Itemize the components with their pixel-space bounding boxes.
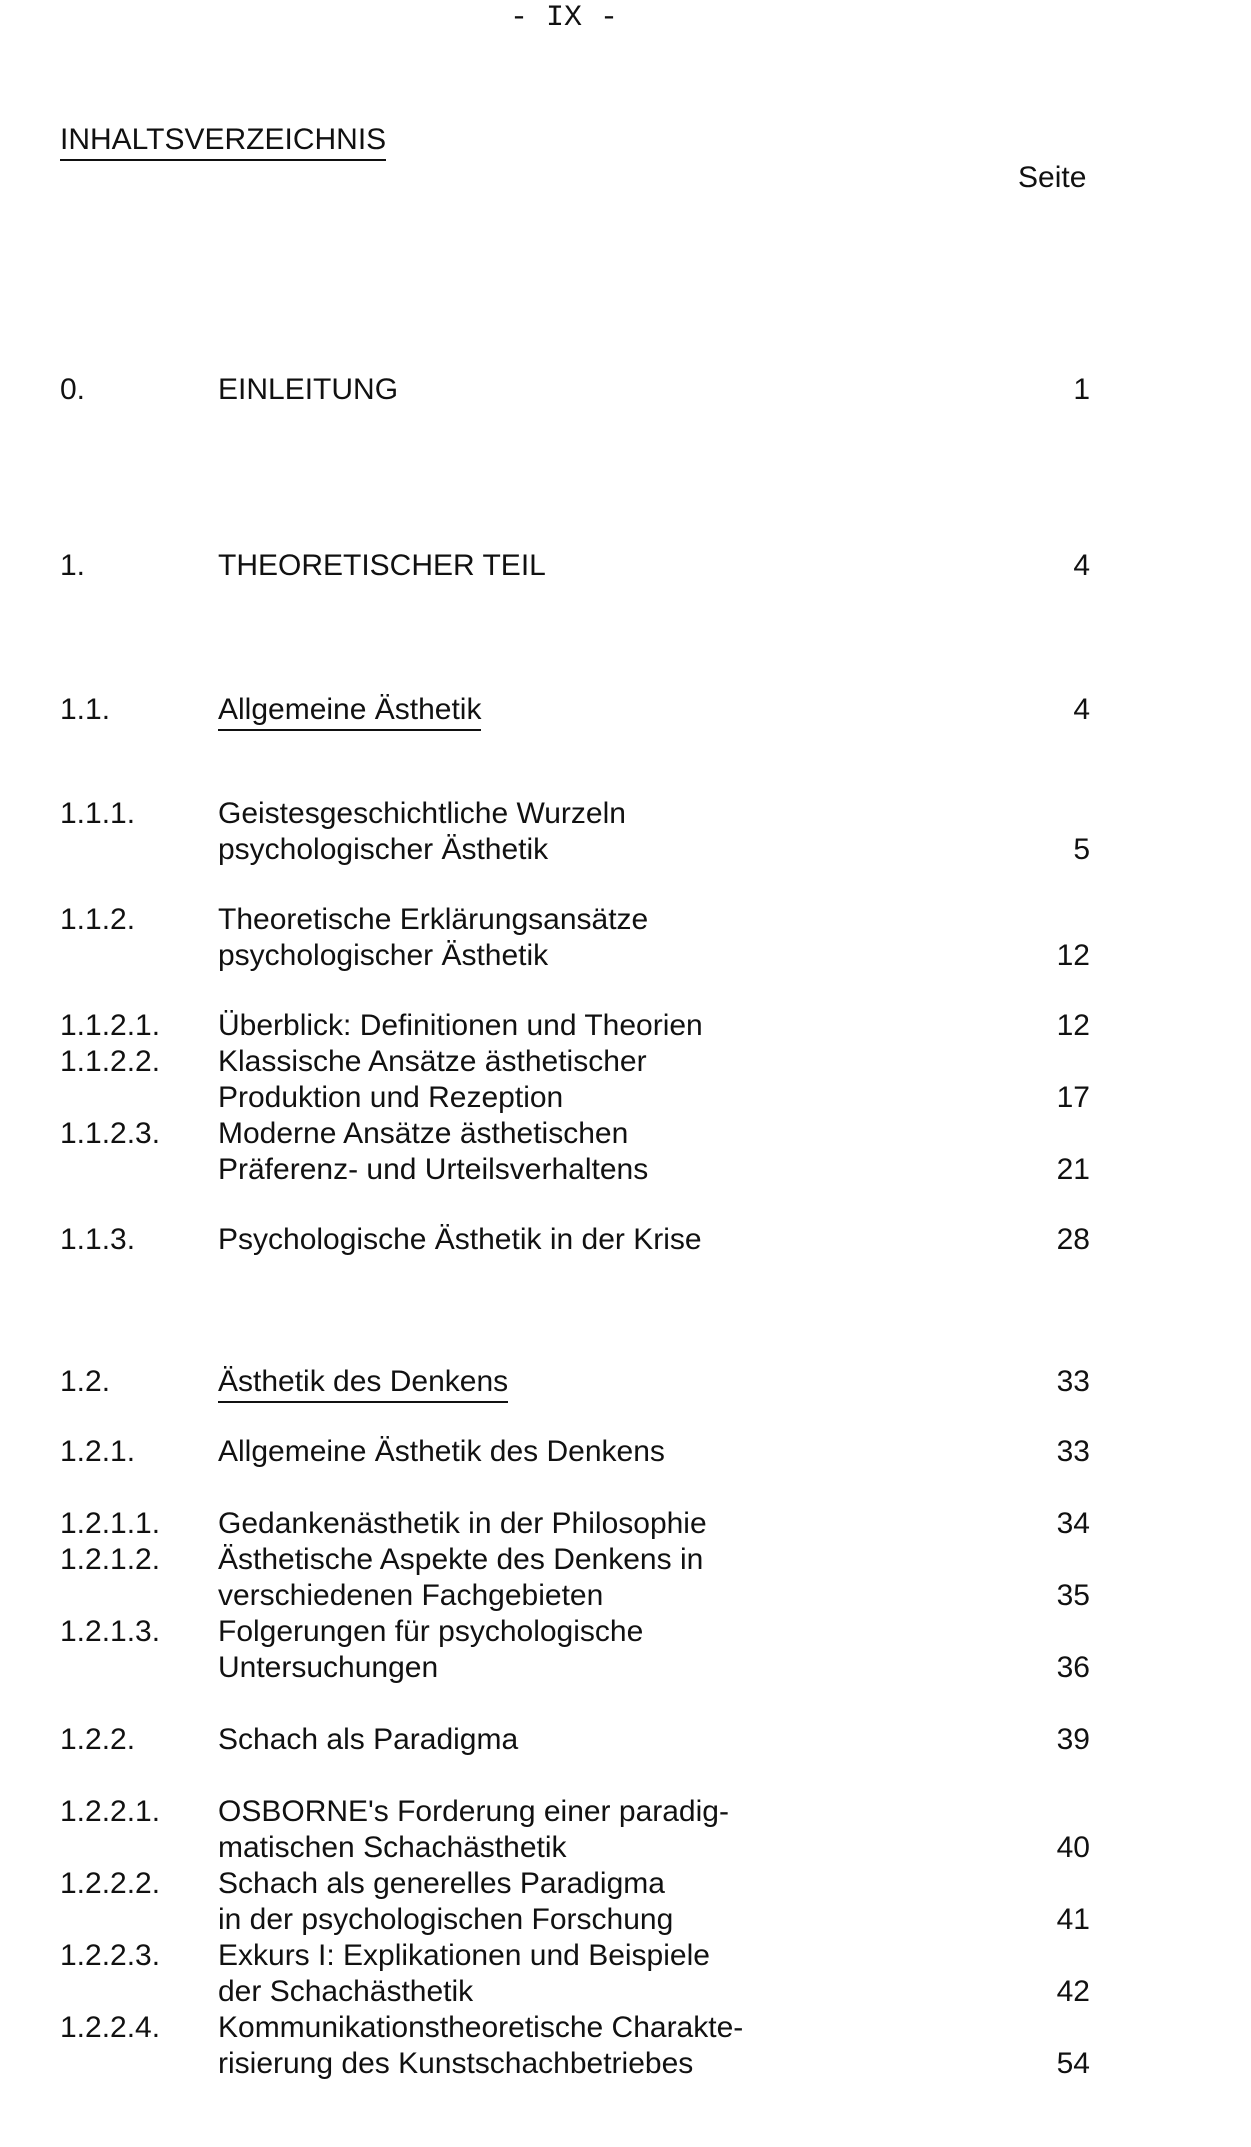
entry-number: 0. [60, 373, 86, 406]
entry-number: 1.2.1. [60, 1435, 136, 1468]
entry-number: 1.1.2.3. [60, 1117, 161, 1150]
entry-number: 1.1.2. [60, 903, 136, 936]
entry-number: 1.2.2.4. [60, 2011, 161, 2044]
entry-number: 1.2. [60, 1365, 111, 1398]
entry-page: 35 [1056, 1579, 1090, 1612]
entry-title-line: risierung des Kunstschachbetriebes [218, 2047, 694, 2080]
entry-title-line: Untersuchungen [218, 1651, 439, 1684]
entry-title-line: Geistesgeschichtliche Wurzeln [218, 797, 626, 830]
entry-title-line: Präferenz- und Urteilsverhaltens [218, 1153, 649, 1186]
entry-page: 41 [1056, 1903, 1090, 1936]
entry-title: THEORETISCHER TEIL [218, 549, 546, 582]
entry-title-line: Ästhetische Aspekte des Denkens in [218, 1543, 704, 1576]
entry-page: 28 [1056, 1223, 1090, 1256]
entry-title: Überblick: Definitionen und Theorien [218, 1009, 703, 1042]
entry-title: Ästhetik des Denkens [218, 1364, 508, 1403]
entry-title-line: Moderne Ansätze ästhetischen [218, 1117, 629, 1150]
entry-number: 1.2.1.2. [60, 1543, 161, 1576]
entry-title-line: verschiedenen Fachgebieten [218, 1579, 604, 1612]
entry-page: 40 [1056, 1831, 1090, 1864]
entry-page: 36 [1056, 1651, 1090, 1684]
entry-page: 4 [1073, 693, 1090, 726]
entry-page: 5 [1073, 833, 1090, 866]
entry-number: 1.2.2.3. [60, 1939, 161, 1972]
entry-title-line: matischen Schachästhetik [218, 1831, 567, 1864]
entry-page: 17 [1056, 1081, 1090, 1114]
entry-number: 1.2.1.3. [60, 1615, 161, 1648]
entry-number: 1.1.1. [60, 797, 136, 830]
page-number-marker: - IX - [510, 1, 619, 35]
entry-page: 33 [1056, 1435, 1090, 1468]
entry-title-line: Folgerungen für psychologische [218, 1615, 644, 1648]
entry-page: 33 [1056, 1365, 1090, 1398]
entry-title: Psychologische Ästhetik in der Krise [218, 1223, 702, 1256]
entry-title-line: Kommunikationstheoretische Charakte- [218, 2011, 744, 2044]
entry-title: Schach als Paradigma [218, 1723, 519, 1756]
entry-title-line: Schach als generelles Paradigma [218, 1867, 665, 1900]
entry-title: EINLEITUNG [218, 373, 399, 406]
entry-title-line: Theoretische Erklärungsansätze [218, 903, 649, 936]
entry-number: 1.2.1.1. [60, 1507, 161, 1540]
entry-title-line: Klassische Ansätze ästhetischer [218, 1045, 647, 1078]
entry-page: 54 [1056, 2047, 1090, 2080]
entry-title: Gedankenästhetik in der Philosophie [218, 1507, 707, 1540]
toc-heading: INHALTSVERZEICHNIS [60, 122, 386, 161]
entry-page: 12 [1056, 1009, 1090, 1042]
entry-number: 1.2.2.1. [60, 1795, 161, 1828]
page-column-label: Seite [1018, 161, 1087, 194]
entry-number: 1.1.2.2. [60, 1045, 161, 1078]
entry-title-line: der Schachästhetik [218, 1975, 474, 2008]
entry-number: 1.2.2.2. [60, 1867, 161, 1900]
entry-title-line: in der psychologischen Forschung [218, 1903, 674, 1936]
entry-page: 12 [1056, 939, 1090, 972]
entry-page: 21 [1056, 1153, 1090, 1186]
entry-number: 1.2.2. [60, 1723, 136, 1756]
entry-title-line: Produktion und Rezeption [218, 1081, 564, 1114]
entry-page: 4 [1073, 549, 1090, 582]
entry-title-line: OSBORNE's Forderung einer paradig- [218, 1795, 729, 1828]
entry-title-line: psychologischer Ästhetik [218, 939, 549, 972]
entry-number: 1.1. [60, 693, 111, 726]
entry-title: Allgemeine Ästhetik [218, 692, 481, 731]
entry-page: 34 [1056, 1507, 1090, 1540]
entry-page: 42 [1056, 1975, 1090, 2008]
entry-number: 1. [60, 549, 86, 582]
entry-number: 1.1.3. [60, 1223, 136, 1256]
entry-number: 1.1.2.1. [60, 1009, 161, 1042]
entry-page: 39 [1056, 1723, 1090, 1756]
entry-title-line: Exkurs I: Explikationen und Beispiele [218, 1939, 710, 1972]
entry-page: 1 [1073, 373, 1090, 406]
entry-title: Allgemeine Ästhetik des Denkens [218, 1435, 665, 1468]
entry-title-line: psychologischer Ästhetik [218, 833, 549, 866]
